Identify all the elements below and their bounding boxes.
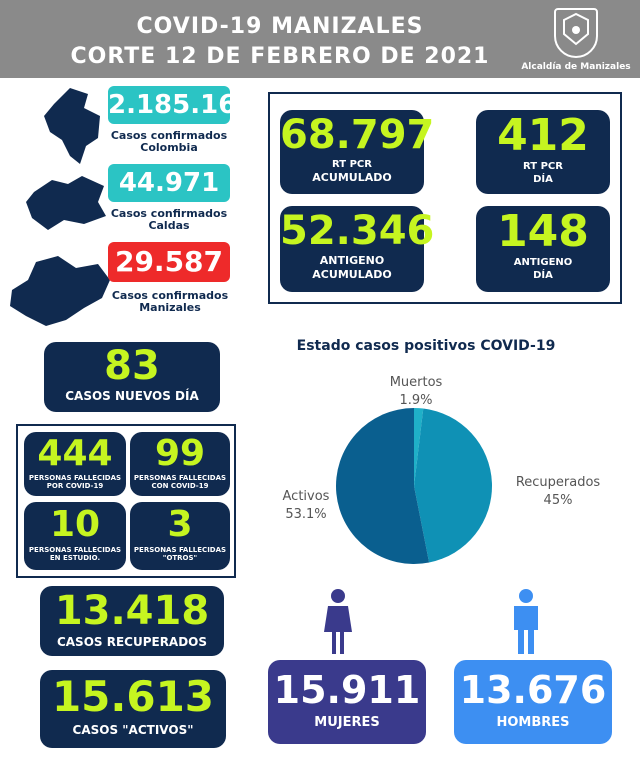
mujeres-card xyxy=(268,660,426,744)
casos-recuperados-label: CASOS RECUPERADOS xyxy=(56,635,208,649)
antigeno-acumulado-label2: ACUMULADO xyxy=(312,268,392,281)
chart-title: Estado casos positivos COVID-19 xyxy=(296,338,556,354)
antigeno-dia-value: 148 xyxy=(497,206,589,257)
fallecidos-otros-value: 3 xyxy=(167,504,193,545)
rt-pcr-dia-value: 412 xyxy=(497,110,589,161)
casos-activos-card xyxy=(40,670,226,748)
colombia-map-icon xyxy=(40,86,108,166)
fallecidos-otros-card xyxy=(130,502,230,570)
fallecidos-con-covid-card xyxy=(130,432,230,496)
fallecidos-con-covid-label2: CON COVID-19 xyxy=(151,482,209,490)
fallecidos-en-estudio-label1: PERSONAS FALLECIDAS xyxy=(28,546,122,554)
pie-value-muertos: 1.9% xyxy=(399,393,433,408)
rt-pcr-acumulado-label1: RT PCR xyxy=(332,159,372,170)
rt-pcr-dia-card xyxy=(476,110,610,194)
fallecidos-en-estudio-card xyxy=(24,502,126,570)
casos-nuevos-value: 83 xyxy=(104,343,160,389)
pie-chart xyxy=(258,360,618,580)
pie-label-muertos: Muertos xyxy=(389,375,443,390)
rt-pcr-acumulado-card xyxy=(280,110,435,194)
hombres-label: HOMBRES xyxy=(496,715,570,730)
manizales-map-icon xyxy=(6,250,116,328)
rt-pcr-dia-label2: DÍA xyxy=(533,174,553,185)
pie-label-activos: Activos xyxy=(282,489,330,504)
mujeres-value: 15.911 xyxy=(273,668,421,712)
fallecidos-otros-label1: PERSONAS FALLECIDAS xyxy=(133,546,227,554)
pie-slice-recuperados xyxy=(414,409,492,563)
fallecidos-por-covid-label1: PERSONAS FALLECIDAS xyxy=(28,474,122,482)
rt-pcr-acumulado-value: 68.797 xyxy=(280,112,435,158)
pie-label-recuperados: Recuperados xyxy=(515,475,601,490)
fallecidos-otros-label2: "OTROS" xyxy=(162,554,198,562)
colombia-value: 2.185.169 xyxy=(108,86,230,124)
fallecidos-con-covid-value: 99 xyxy=(154,433,206,474)
fallecidos-por-covid-card xyxy=(24,432,126,496)
antigeno-acumulado-value: 52.346 xyxy=(280,208,435,254)
antigeno-dia-card xyxy=(476,206,610,292)
female-icon xyxy=(322,588,354,656)
pie-value-recuperados: 45% xyxy=(543,493,573,508)
rt-pcr-dia-label1: RT PCR xyxy=(523,161,563,172)
casos-nuevos-card xyxy=(44,342,220,412)
hombres-card xyxy=(454,660,612,744)
fallecidos-con-covid-label1: PERSONAS FALLECIDAS xyxy=(133,474,227,482)
antigeno-dia-label2: DÍA xyxy=(533,270,553,281)
page-subtitle: CORTE 12 DE FEBRERO DE 2021 xyxy=(70,44,490,69)
logo-caption: Alcaldía de Manizales xyxy=(521,62,631,72)
fallecidos-en-estudio-label2: EN ESTUDIO. xyxy=(49,554,101,562)
antigeno-acumulado-label1: ANTIGENO xyxy=(319,254,385,267)
mujeres-label: MUJERES xyxy=(314,715,380,730)
caldas-label: Casos confirmados Caldas xyxy=(110,207,228,232)
fallecidos-en-estudio-value: 10 xyxy=(49,504,101,545)
antigeno-acumulado-card xyxy=(280,206,435,292)
caldas-value: 44.971 xyxy=(108,164,230,202)
pie-value-activos: 53.1% xyxy=(285,507,327,522)
casos-recuperados-value: 13.418 xyxy=(54,588,210,634)
casos-recuperados-card xyxy=(40,586,224,656)
page-title: COVID-19 MANIZALES xyxy=(136,14,424,39)
male-icon xyxy=(510,588,542,656)
rt-pcr-acumulado-label2: ACUMULADO xyxy=(312,171,392,184)
colombia-label: Casos confirmados Colombia xyxy=(110,129,228,154)
fallecidos-por-covid-label2: POR COVID-19 xyxy=(46,482,104,490)
caldas-map-icon xyxy=(24,172,110,234)
casos-activos-label: CASOS "ACTIVOS" xyxy=(72,723,194,737)
fallecidos-por-covid-value: 444 xyxy=(37,433,113,474)
manizales-value: 29.587 xyxy=(108,242,230,282)
hombres-value: 13.676 xyxy=(459,668,607,712)
antigeno-dia-label1: ANTIGENO xyxy=(513,257,573,268)
casos-activos-value: 15.613 xyxy=(51,672,215,721)
manizales-label: Casos confirmados Manizales xyxy=(111,289,229,314)
casos-nuevos-label: CASOS NUEVOS DÍA xyxy=(65,389,199,403)
alcaldia-shield-icon xyxy=(554,8,598,58)
